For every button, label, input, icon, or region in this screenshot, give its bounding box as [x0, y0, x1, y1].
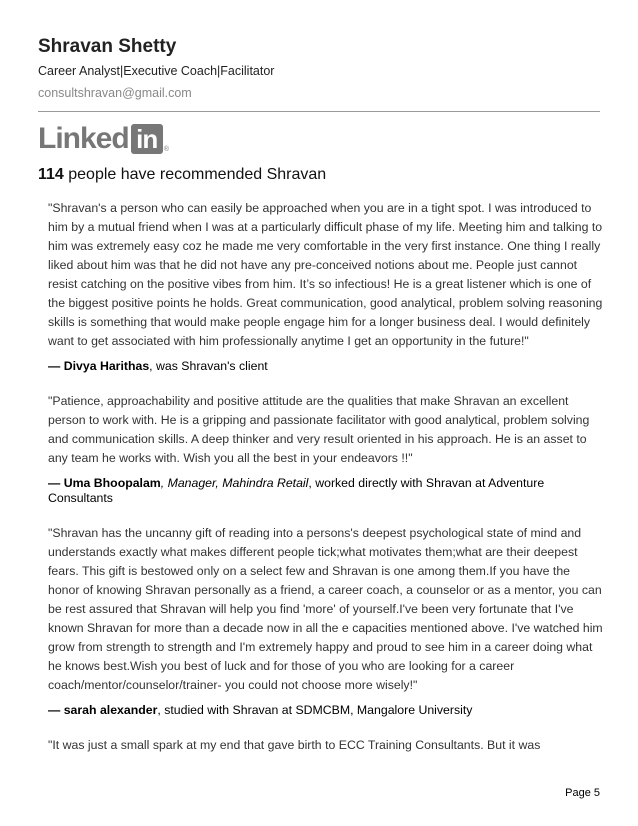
page-number: Page 5: [565, 787, 600, 799]
recommendation: [48, 524, 604, 718]
linkedin-logo-box: in: [131, 124, 163, 154]
recommendations-count-text: people have recommended Shravan: [63, 166, 327, 183]
recommender-relation: , studied with Shravan at SDMCBM, Mangalore University: [157, 703, 473, 717]
recommender-name: Divya Harithas: [63, 359, 150, 373]
recommendation-quote: "It was just a small spark at my end that gave birth to ECC Training Consultants. But it was: [48, 738, 541, 752]
recommendation-attribution: [48, 703, 604, 718]
recommendation-attribution: [48, 359, 604, 374]
profile-headline: Career Analyst|Executive Coach|Facilitator: [38, 64, 275, 78]
recommender-relation: , worked directly with Shravan at Adventure Consultants: [48, 476, 545, 505]
profile-name: Shravan Shetty: [38, 36, 177, 57]
recommender-relation: , was Shravan's client: [149, 359, 268, 373]
recommendation: [48, 199, 604, 374]
recommendations-list: [48, 199, 604, 773]
recommendation-quote: "Patience, approachability and positive attitude are the qualities that make Shravan an excellent person to work with. He is a gripping and passionate facilitator with good analytical, problem solving and communication skills. A deep thinker and very result oriented in his approach. He is an asset to any team he works with. Wish you all the best in your endeavors !!": [48, 394, 590, 465]
attribution-dash: —: [48, 359, 64, 373]
attribution-dash: —: [48, 476, 64, 490]
linkedin-logo: [38, 123, 169, 155]
profile-email[interactable]: consultshravan@gmail.com: [38, 86, 192, 100]
recommendation: [48, 392, 604, 506]
recommendation: [48, 736, 604, 755]
recommendation-attribution: [48, 476, 604, 506]
recommender-name: sarah alexander: [63, 703, 158, 717]
recommendations-count: 114: [38, 166, 64, 183]
linkedin-logo-text: Linked: [38, 122, 129, 155]
attribution-dash: —: [48, 703, 64, 717]
recommender-title: , Manager, Mahindra Retail: [160, 476, 309, 490]
linkedin-logo-registered-mark: ®: [163, 146, 169, 153]
recommendations-count-heading: [38, 166, 326, 184]
header-divider: [38, 111, 600, 112]
recommendation-quote: "Shravan's a person who can easily be approached when you are in a tight spot. I was introduced to him by a mutual friend when I was at a particularly difficult phase of my life. Meeting him and talking to him was extremely easy coz he made me very comfortable in the very first instance. One thing I really liked about him was that he did not have any pre-conceived notions about me. People just cannot resist catching on the positive vibes from him. It’s so infectious! He is a great listener which is one of the biggest positive points he holds. Great communication, good analytical, problem solving reasoning skills is something that would make people engage him for a longer business deal. I would definitely want to get associated with him professionally anytime I get an opportunity in the future!": [48, 201, 603, 348]
recommendation-quote: "Shravan has the uncanny gift of reading into a persons's deepest psychological state of mind and understands exactly what makes different people tick;what motivates them;what are their deepest fears. This gift is bestowed only on a select few and Shravan is one among them.If you have the honor of knowing Shravan personally as a friend, a career coach, a counselor or as a mentor, you can be rest assured that Shravan will help you find 'more' of yourself.I've been very fortunate that I've known Shravan for more than a decade now in all the e capacities mentioned above. I've watched him grow from strength to strength and I'm extremely happy and proud to see him in a career doing what he knows best.Wish you best of luck and for those of you who are looking for a career coach/mentor/counselor/trainer- you could not choose more wisely!": [48, 526, 603, 692]
recommender-name: Uma Bhoopalam: [63, 476, 161, 490]
